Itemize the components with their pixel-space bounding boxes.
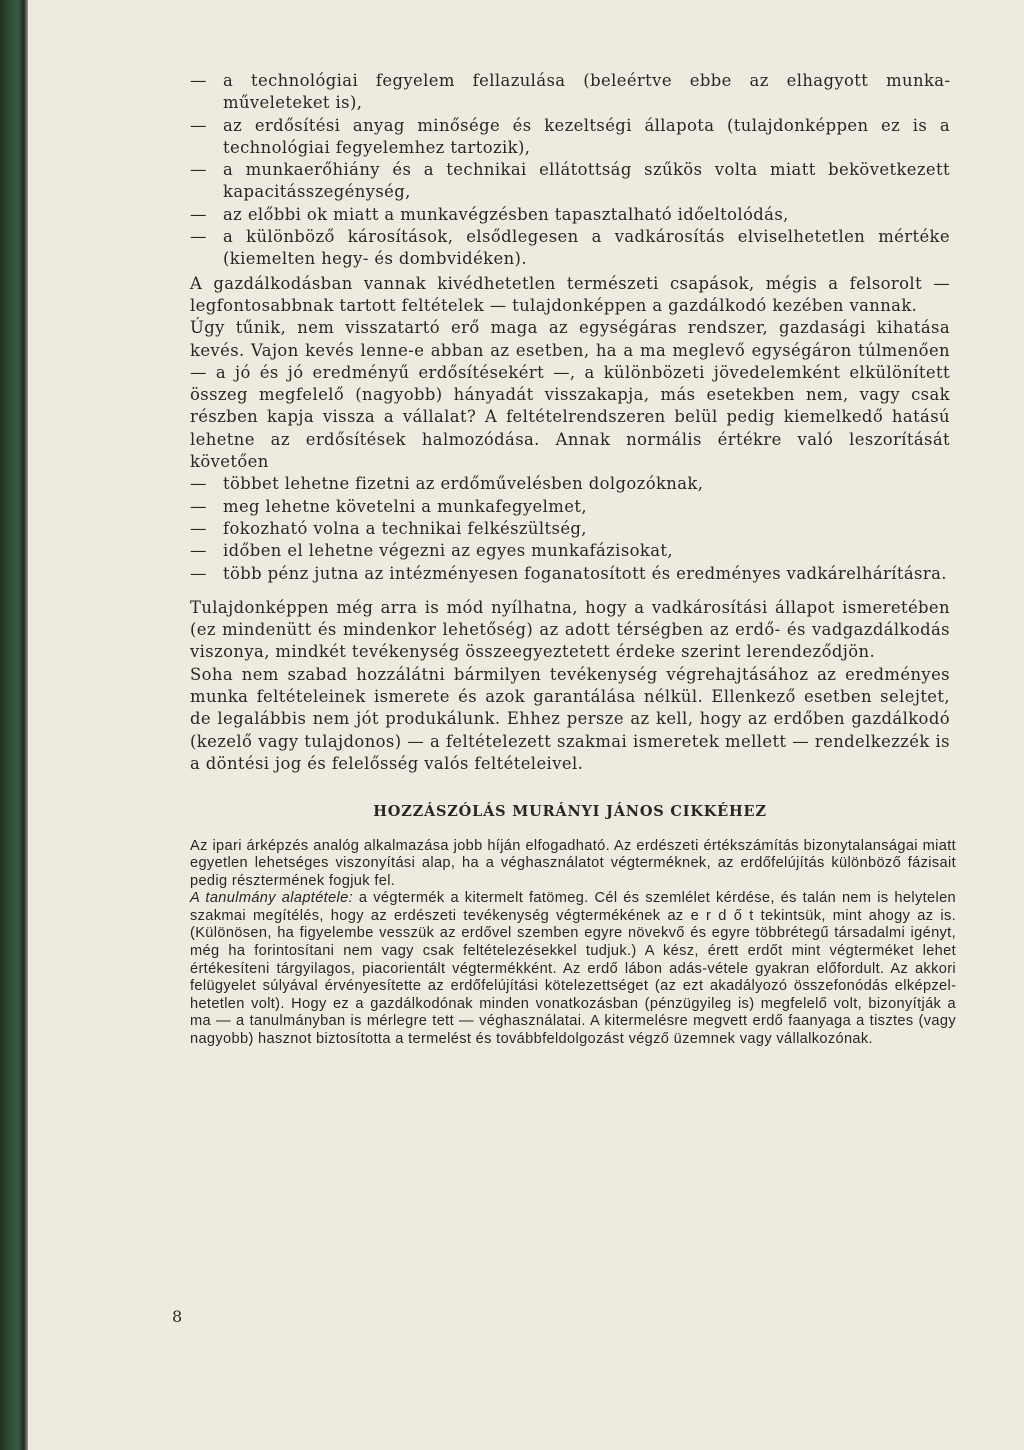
paragraph: Tulajdonképpen még arra is mód nyílhatna, hogy a vadkárosítási állapot ismeretében (ez mindenütt és mindenkor lehetőség) az adott térségben az erdő- és vadgazdálkodás viszonya, mindkét tevékenység összeegyeztetett érdeke szerint lerendeződjön. bbox=[190, 597, 950, 662]
dash-marker: — bbox=[190, 115, 207, 135]
list-item-text: a munkaerőhiány és a technikai ellátottság szűkös volta miatt bekövetkezett kapacitásszegénység, bbox=[223, 160, 950, 202]
italic-phrase: A tanulmány alaptétele: bbox=[190, 890, 354, 907]
dash-marker: — bbox=[190, 474, 207, 494]
paragraph: A gazdálkodásban vannak kivédhetetlen természeti csapások, mégis a felsorolt — legfontosabbnak tartott feltételek — tulajdonképpen a gazdálkodó kezében vannak. bbox=[190, 273, 950, 315]
list-item-text: időben el lehetne végezni az egyes munkafázisokat, bbox=[223, 541, 674, 561]
comment-text: a végtermék a kitermelt fatömeg. Cél és szemlélet kérdése, és talán nem is helytelen szakmai megítélés, hogy az erdészeti tevékenység végtermékének az e r d ő t tekintsük, mint ahogy az is. (Különösen, ha figyelembe vesszük az erdővel szemben egyre növekvő és egyre többrétegű társadalmi igényt, még ha forintosítani nem vagy csak feltételezésekkel tudjuk.) A kész, érett erdőt mint végterméket lehet értékesíteni tárgyilagos, piacorientált végtermékként. Az erdő lábon adás-vétele gyakran előfordult. Az akkori felügyelet súlyával érvényesítette az erdőfelújítási kötelezettséget (az ezt akadályozó összefonódás elképzelhetetlen volt). Hogy ez a gazdálkodónak minden vonatkozásban (pénzügyileg is) megfelelő volt, bizonyítják a ma — a tanulmányban is mérlegre tett — véghasználatai. A kitermelésre megvett erdő faanyaga a tisztes (vagy nagyobb) hasznot biztosította a termelést és továbbfeldolgozást végző üzemnek vagy vállalkozónak. bbox=[190, 890, 956, 1048]
factor-list bbox=[190, 70, 950, 271]
list-item-text: a különböző károsítások, elsődlegesen a vadkárosítás elviselhetetlen mértéke (kiemelten hegy- és dombvidéken). bbox=[223, 227, 950, 269]
list-item bbox=[190, 70, 950, 115]
list-item-text: az erdősítési anyag minősége és kezeltségi állapota (tulajdonképpen ez is a technológiai fegyelemhez tartozik), bbox=[223, 115, 950, 157]
list-item-text: az előbbi ok miatt a munkavégzésben tapasztalható időeltolódás, bbox=[223, 204, 789, 224]
paragraph: Úgy tűnik, nem visszatartó erő maga az egységáras rendszer, gazdasági kihatása kevés. Vajon kevés lenne-e abban az esetben, ha a ma meglevő egységáron túlmenően — a jó és jó eredményű erdősítésekért —, a különbözeti jövedelemként elkülönített összeg megfelelő (nagyobb) hányadát visszakapja, más esetekben nem, vagy csak részben kapja vissza a vállalat? A feltételrendszeren belül pedig kiemelkedő hatású lehetne az erdősítések halmozódása. Annak normális értékre való leszorítását követően bbox=[190, 318, 950, 472]
list-item-text: fokozható volna a technikai felkészültség, bbox=[223, 518, 587, 538]
section-heading: HOZZÁSZÓLÁS MURÁNYI JÁNOS CIKKÉHEZ bbox=[373, 803, 767, 821]
dash-marker: — bbox=[190, 518, 207, 538]
list-item bbox=[190, 115, 950, 160]
comment-paragraph bbox=[190, 890, 956, 1048]
benefit-list bbox=[190, 473, 950, 584]
dash-marker: — bbox=[190, 227, 207, 247]
dash-marker: — bbox=[190, 496, 207, 516]
list-item bbox=[190, 226, 950, 271]
dash-marker: — bbox=[190, 563, 207, 583]
list-item bbox=[190, 540, 950, 562]
page-number: 8 bbox=[172, 1307, 183, 1326]
paragraph: Soha nem szabad hozzálátni bármilyen tevékenység végrehajtásához az eredményes munka feltételeinek ismerete és azok garantálása nélkül. Ellenkező esetben selejtet, de legalábbis nem jót produkálunk. Ehhez persze az kell, hogy az erdőben gazdálkodó (kezelő vagy tulajdonos) — a feltételezett szakmai ismeretek mellett — rendelkezzék is a döntési jog és felelősség valós feltételeivel. bbox=[190, 664, 950, 773]
dash-marker: — bbox=[190, 541, 207, 561]
comment-paragraph: Az ipari árképzés analóg alkalmazása jobb híján elfogadható. Az erdészeti értékszámítás bizonytalanságai miatt egyetlen lehetséges viszonyítási alap, ha a véghasználatot végterméknek, az erdőfelújítás különböző fázisait pedig résztermének fogjuk fel. bbox=[190, 837, 956, 889]
dash-marker: — bbox=[190, 204, 207, 224]
list-item bbox=[190, 159, 950, 204]
list-item bbox=[190, 496, 950, 518]
list-item bbox=[190, 473, 950, 495]
list-item-text: többet lehetne fizetni az erdőművelésben dolgozóknak, bbox=[223, 474, 704, 494]
dash-marker: — bbox=[190, 160, 207, 180]
list-item-text: több pénz jutna az intézményesen foganatosított és eredményes vadkárelhárításra. bbox=[223, 563, 947, 583]
document-body bbox=[190, 70, 956, 1049]
dash-marker: — bbox=[190, 71, 207, 90]
list-item bbox=[190, 563, 950, 585]
spacer bbox=[190, 585, 950, 597]
list-item bbox=[190, 204, 950, 226]
list-item bbox=[190, 518, 950, 540]
list-item-text: meg lehetne követelni a munkafegyelmet, bbox=[223, 496, 587, 516]
comment-section bbox=[190, 838, 956, 1049]
list-item-text: a technológiai fegyelem fellazulása (beleértve ebbe az elhagyott munkaműveleteket is), bbox=[223, 71, 950, 113]
